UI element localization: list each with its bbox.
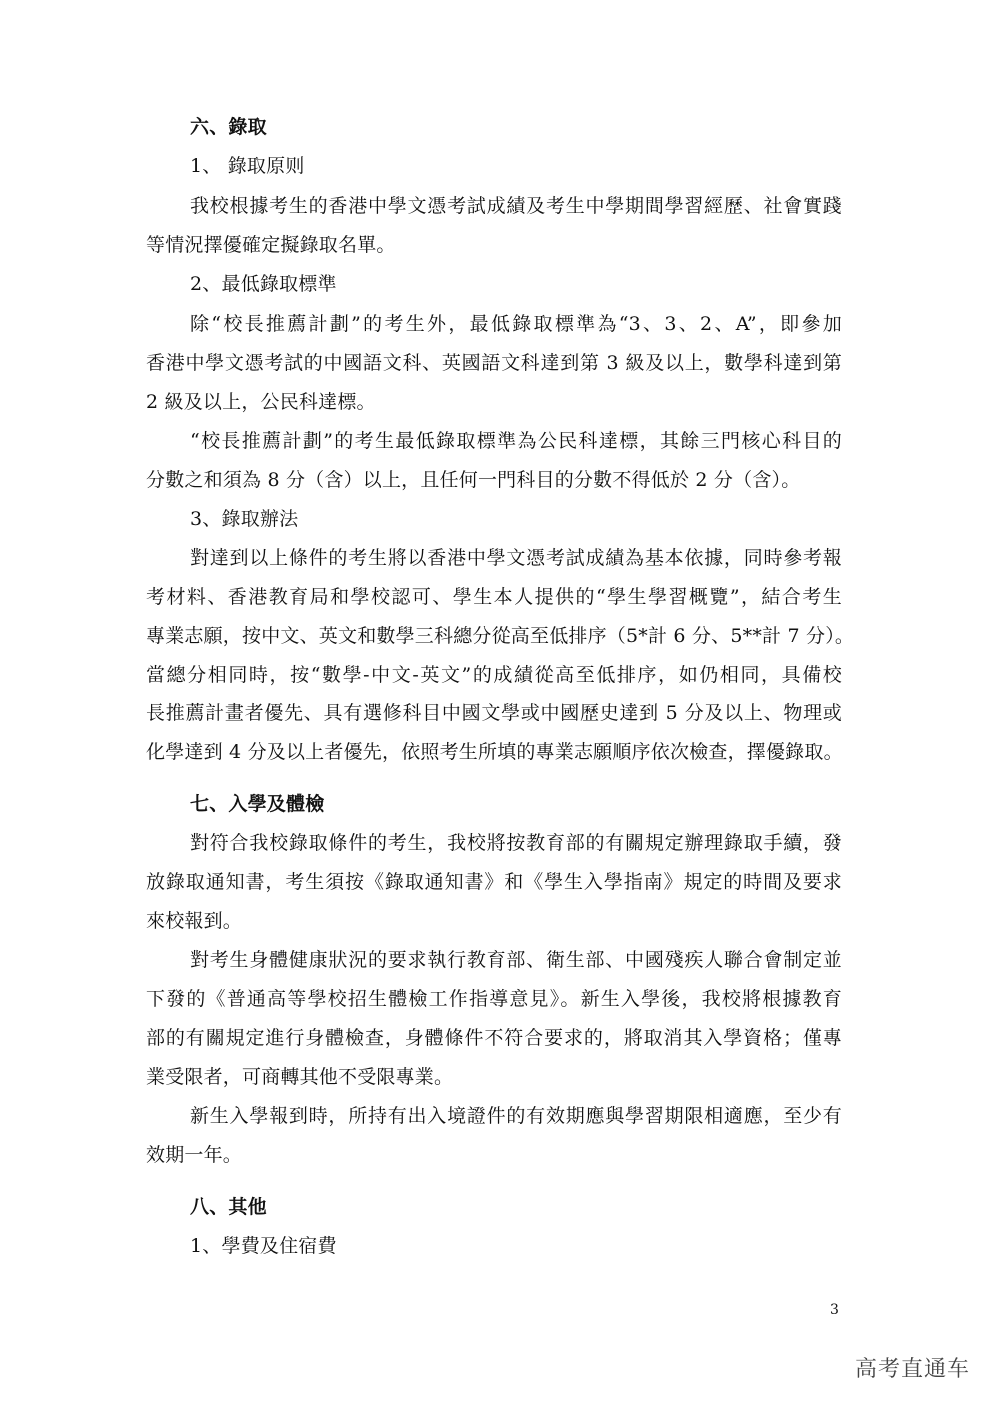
paragraph-line: 對達到以上條件的考生將以香港中學文憑考試成績為基本依據，同時參考報	[190, 547, 842, 569]
paragraph-line: 香港中學文憑考試的中國語文科、英國語文科達到第 3 級及以上，數學科達到第	[146, 352, 842, 374]
paragraph-line: 2 級及以上，公民科達標。	[146, 391, 376, 413]
section-heading-other: 八、其他	[190, 1196, 267, 1218]
paragraph-line: 我校根據考生的香港中學文憑考試成績及考生中學期間學習經歷、社會實踐	[190, 195, 842, 217]
section-heading-admission: 六、錄取	[190, 116, 267, 138]
paragraph-line: 下發的《普通高等學校招生體檢工作指導意見》。新生入學後，我校將根據教育	[146, 988, 842, 1010]
paragraph-line: 對考生身體健康狀況的要求執行教育部、衛生部、中國殘疾人聯合會制定並	[190, 949, 842, 971]
paragraph-line: 化學達到 4 分及以上者優先，依照考生所填的專業志願順序依次檢查，擇優錄取。	[146, 741, 843, 763]
paragraph-line: 長推薦計畫者優先、具有選修科目中國文學或中國歷史達到 5 分及以上、物理或	[146, 702, 842, 724]
paragraph-line: 新生入學報到時，所持有出入境證件的有效期應與學習期限相適應，至少有	[190, 1105, 842, 1127]
watermark-text: 高考直通车	[855, 1357, 971, 1382]
paragraph-line: 效期一年。	[146, 1144, 243, 1166]
paragraph-line: 當總分相同時，按“數學-中文-英文”的成績從高至低排序，如仍相同，具備校	[146, 664, 842, 686]
section-heading-enrollment-medical: 七、入學及體檢	[190, 793, 325, 815]
subsection-title-admission-method: 3、錄取辦法	[190, 508, 299, 530]
paragraph-line: 專業志願，按中文、英文和數學三科總分從高至低排序（5*計 6 分、5**計 7 分）。	[146, 625, 855, 647]
subsection-title-fees: 1、學費及住宿費	[190, 1235, 337, 1257]
paragraph-line: 部的有關規定進行身體檢查，身體條件不符合要求的，將取消其入學資格；僅專	[146, 1027, 842, 1049]
page-number: 3	[830, 1302, 839, 1318]
paragraph-line: 來校報到。	[146, 910, 243, 932]
paragraph-line: 等情況擇優確定擬錄取名單。	[146, 234, 396, 256]
paragraph-line: 放錄取通知書，考生須按《錄取通知書》和《學生入學指南》規定的時間及要求	[146, 871, 842, 893]
paragraph-line: 除“校長推薦計劃”的考生外，最低錄取標準為“3、3、2、A”，即參加	[190, 313, 842, 335]
paragraph-line: 對符合我校錄取條件的考生，我校將按教育部的有關規定辦理錄取手續，發	[190, 832, 842, 854]
paragraph-line: 分數之和須為 8 分（含）以上，且任何一門科目的分數不得低於 2 分（含）。	[146, 469, 801, 491]
subsection-title-admission-principle: 1、 錄取原则	[190, 155, 305, 177]
subsection-title-minimum-standard: 2、最低錄取標準	[190, 273, 337, 295]
paragraph-line: 考材料、香港教育局和學校認可、學生本人提供的“學生學習概覽”，結合考生	[146, 586, 842, 608]
paragraph-line: 業受限者，可商轉其他不受限專業。	[146, 1066, 454, 1088]
paragraph-line: “校長推薦計劃”的考生最低錄取標準為公民科達標，其餘三門核心科目的	[190, 430, 842, 452]
